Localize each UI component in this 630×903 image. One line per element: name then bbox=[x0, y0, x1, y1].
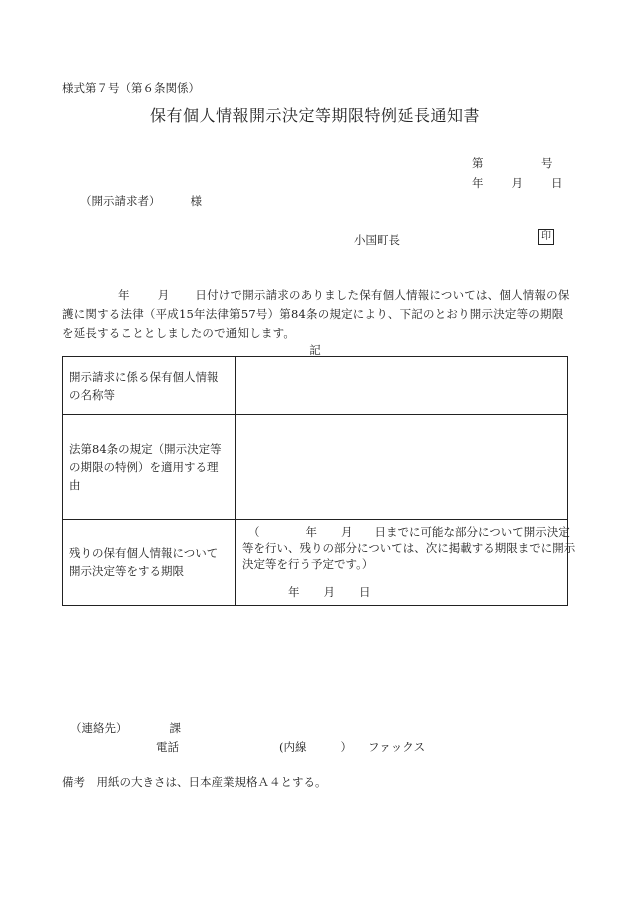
table-row bbox=[63, 357, 568, 415]
contact-section: 課 bbox=[169, 721, 181, 735]
issuer-name: 小国町長 bbox=[354, 233, 400, 247]
row3-year: 年 bbox=[305, 524, 317, 539]
row3-open-paren: （ bbox=[248, 524, 260, 539]
notice-body bbox=[62, 286, 570, 343]
contact-phone-line bbox=[156, 739, 425, 756]
remark-note: 備考 用紙の大きさは、日本産業規格Ａ４とする。 bbox=[62, 775, 327, 789]
row1-value bbox=[236, 357, 568, 415]
table-row bbox=[63, 415, 568, 519]
detail-table bbox=[62, 356, 576, 606]
row3-value bbox=[236, 519, 576, 605]
document-number-suffix: 号 bbox=[541, 156, 553, 170]
honorific: 様 bbox=[190, 194, 202, 208]
requester-label: （開示請求者） bbox=[80, 194, 161, 208]
phone-label: 電話 bbox=[156, 740, 179, 754]
row3-deadline-year: 年 bbox=[288, 584, 300, 599]
body-month: 月 bbox=[157, 288, 170, 302]
issue-date-day: 日 bbox=[551, 176, 563, 190]
seal-mark: 印 bbox=[538, 229, 554, 245]
body-text: 日付けで開示請求のありました保有個人情報については、個人情報の保護に関する法律（平成15年法律第57号）第84条の規定により、下記のとおり開示決定等の期限を延長することとしましたので通知します。 bbox=[62, 288, 570, 340]
row3-deadline-day: 日 bbox=[359, 584, 371, 599]
row3-deadline bbox=[288, 584, 371, 601]
row3-deadline-month: 月 bbox=[323, 584, 335, 599]
fax-label: ファックス bbox=[368, 740, 426, 754]
document-number-prefix: 第 bbox=[472, 156, 484, 170]
contact-line bbox=[70, 720, 181, 737]
row3-label: 残りの保有個人情報について開示決定等をする期限 bbox=[63, 519, 236, 605]
row3-month: 月 bbox=[341, 524, 353, 539]
row2-label: 法第84条の規定（開示決定等の期限の特例）を適用する理由 bbox=[63, 415, 236, 519]
issue-date-month: 月 bbox=[511, 176, 523, 190]
requester-line bbox=[80, 193, 202, 210]
row2-value bbox=[236, 415, 568, 519]
row3-sentence: 日までに可能な部分について開示決定等を行い、残りの部分については、次に掲載する期限までに開示決定等を行う予定です。） bbox=[242, 524, 576, 571]
form-number: 様式第７号（第６条関係） bbox=[62, 81, 200, 95]
extension-open: (内線 bbox=[279, 740, 307, 754]
extension-close: ） bbox=[340, 740, 352, 754]
document-title: 保有個人情報開示決定等期限特例延長通知書 bbox=[149, 106, 480, 125]
body-year: 年 bbox=[118, 288, 130, 302]
issue-date bbox=[472, 175, 563, 192]
contact-label: （連絡先） bbox=[70, 721, 128, 735]
ki-heading: 記 bbox=[309, 343, 321, 357]
row1-label: 開示請求に係る保有個人情報の名称等 bbox=[63, 357, 236, 415]
row3-text bbox=[242, 524, 576, 572]
table-row bbox=[63, 519, 568, 605]
issue-date-year: 年 bbox=[472, 176, 484, 190]
